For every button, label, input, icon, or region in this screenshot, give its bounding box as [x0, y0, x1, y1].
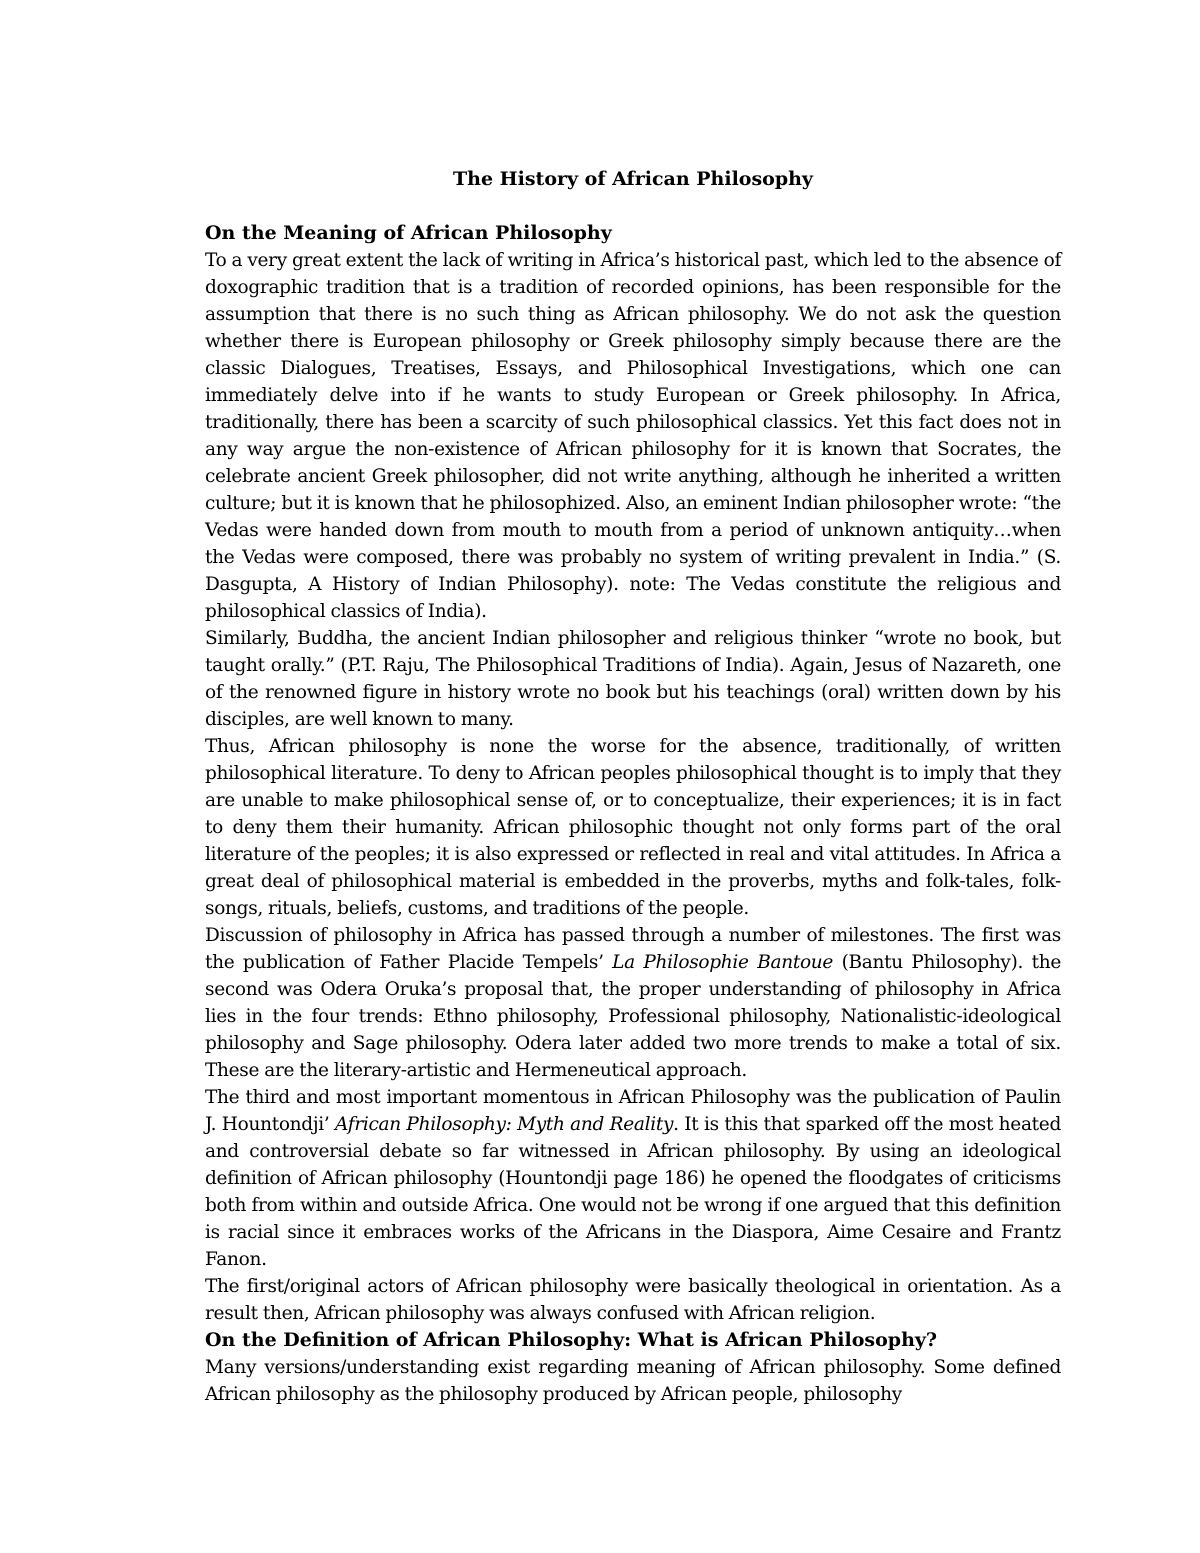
document-page	[205, 166, 1061, 1408]
paragraph-4-text-a: Discussion of philosophy in Africa has passed through a number of milestones. The first was the publication of Father Placide Tempels’	[205, 925, 1061, 973]
paragraph-3: Thus, African philosophy is none the worse for the absence, traditionally, of written philosophical literature. To deny to African peoples philosophical thought is to imply that they are unable to make philosophical sense of, or to conceptualize, their experiences; it is in fact to deny them their humanity. African philosophic thought not only forms part of the oral literature of the peoples; it is also expressed or reflected in real and vital attitudes. In Africa a great deal of philosophical material is embedded in the proverbs, myths and folk-tales, folk-songs, rituals, beliefs, customs, and traditions of the people.	[205, 736, 1061, 919]
paragraph-4-text-b: (Bantu Philosophy). the second was Odera Oruka’s proposal that, the proper understanding of philosophy in Africa lies in the four trends: Ethno philosophy, Professional philosophy, Nationalistic-ideological philosophy and Sage philosophy. Odera later added two more trends to make a total of six. These are the literary-artistic and Hermeneutical approach.	[205, 952, 1061, 1081]
book-title-african-philosophy-myth-reality: African Philosophy: Myth and Reality	[335, 1114, 674, 1135]
section-heading-definition: On the Definition of African Philosophy: What is African Philosophy?	[205, 1329, 938, 1351]
paragraph-5	[205, 1084, 1061, 1273]
book-title-la-philosophie-bantoue: La Philosophie Bantoue	[612, 952, 834, 973]
paragraph-6: The first/original actors of African philosophy were basically theological in orientation. As a result then, African philosophy was always confused with African religion.	[205, 1276, 1061, 1324]
document-title: The History of African Philosophy	[453, 168, 813, 190]
section-heading-meaning: On the Meaning of African Philosophy	[205, 222, 612, 244]
paragraph-5-text-b: . It is this that sparked off the most heated and controversial debate so far witnessed in African philosophy. By using an ideological definition of African philosophy (Hountondji page 186) he opened the floodgates of criticisms both from within and outside Africa. One would not be wrong if one argued that this definition is racial since it embraces works of the Africans in the Diaspora, Aime Cesaire and Frantz Fanon.	[205, 1114, 1061, 1270]
paragraph-7: Many versions/understanding exist regarding meaning of African philosophy. Some defined African philosophy as the philosophy produced by African people, philosophy	[205, 1357, 1061, 1405]
paragraph-2: Similarly, Buddha, the ancient Indian philosopher and religious thinker “wrote no book, but taught orally.” (P.T. Raju, The Philosophical Traditions of India). Again, Jesus of Nazareth, one of the renowned figure in history wrote no book but his teachings (oral) written down by his disciples, are well known to many.	[205, 628, 1061, 730]
paragraph-5-text-a: The third and most important momentous in African Philosophy was the publication of Paulin J. Hountondji’	[205, 1087, 1061, 1135]
paragraph-1: To a very great extent the lack of writing in Africa’s historical past, which led to the absence of doxographic tradition that is a tradition of recorded opinions, has been responsible for the assumption that there is no such thing as African philosophy. We do not ask the question whether there is European philosophy or Greek philosophy simply because there are the classic Dialogues, Treatises, Essays, and Philosophical Investigations, which one can immediately delve into if he wants to study European or Greek philosophy. In Africa, traditionally, there has been a scarcity of such philosophical classics. Yet this fact does not in any way argue the non-existence of African philosophy for it is known that Socrates, the celebrate ancient Greek philosopher, did not write anything, although he inherited a written culture; but it is known that he philosophized. Also, an eminent Indian philosopher wrote: “the Vedas were handed down from mouth to mouth from a period of unknown antiquity…when the Vedas were composed, there was probably no system of writing prevalent in India.” (S. Dasgupta, A History of Indian Philosophy). note: The Vedas constitute the religious and philosophical classics of India).	[205, 250, 1061, 622]
paragraph-4	[205, 922, 1061, 1084]
